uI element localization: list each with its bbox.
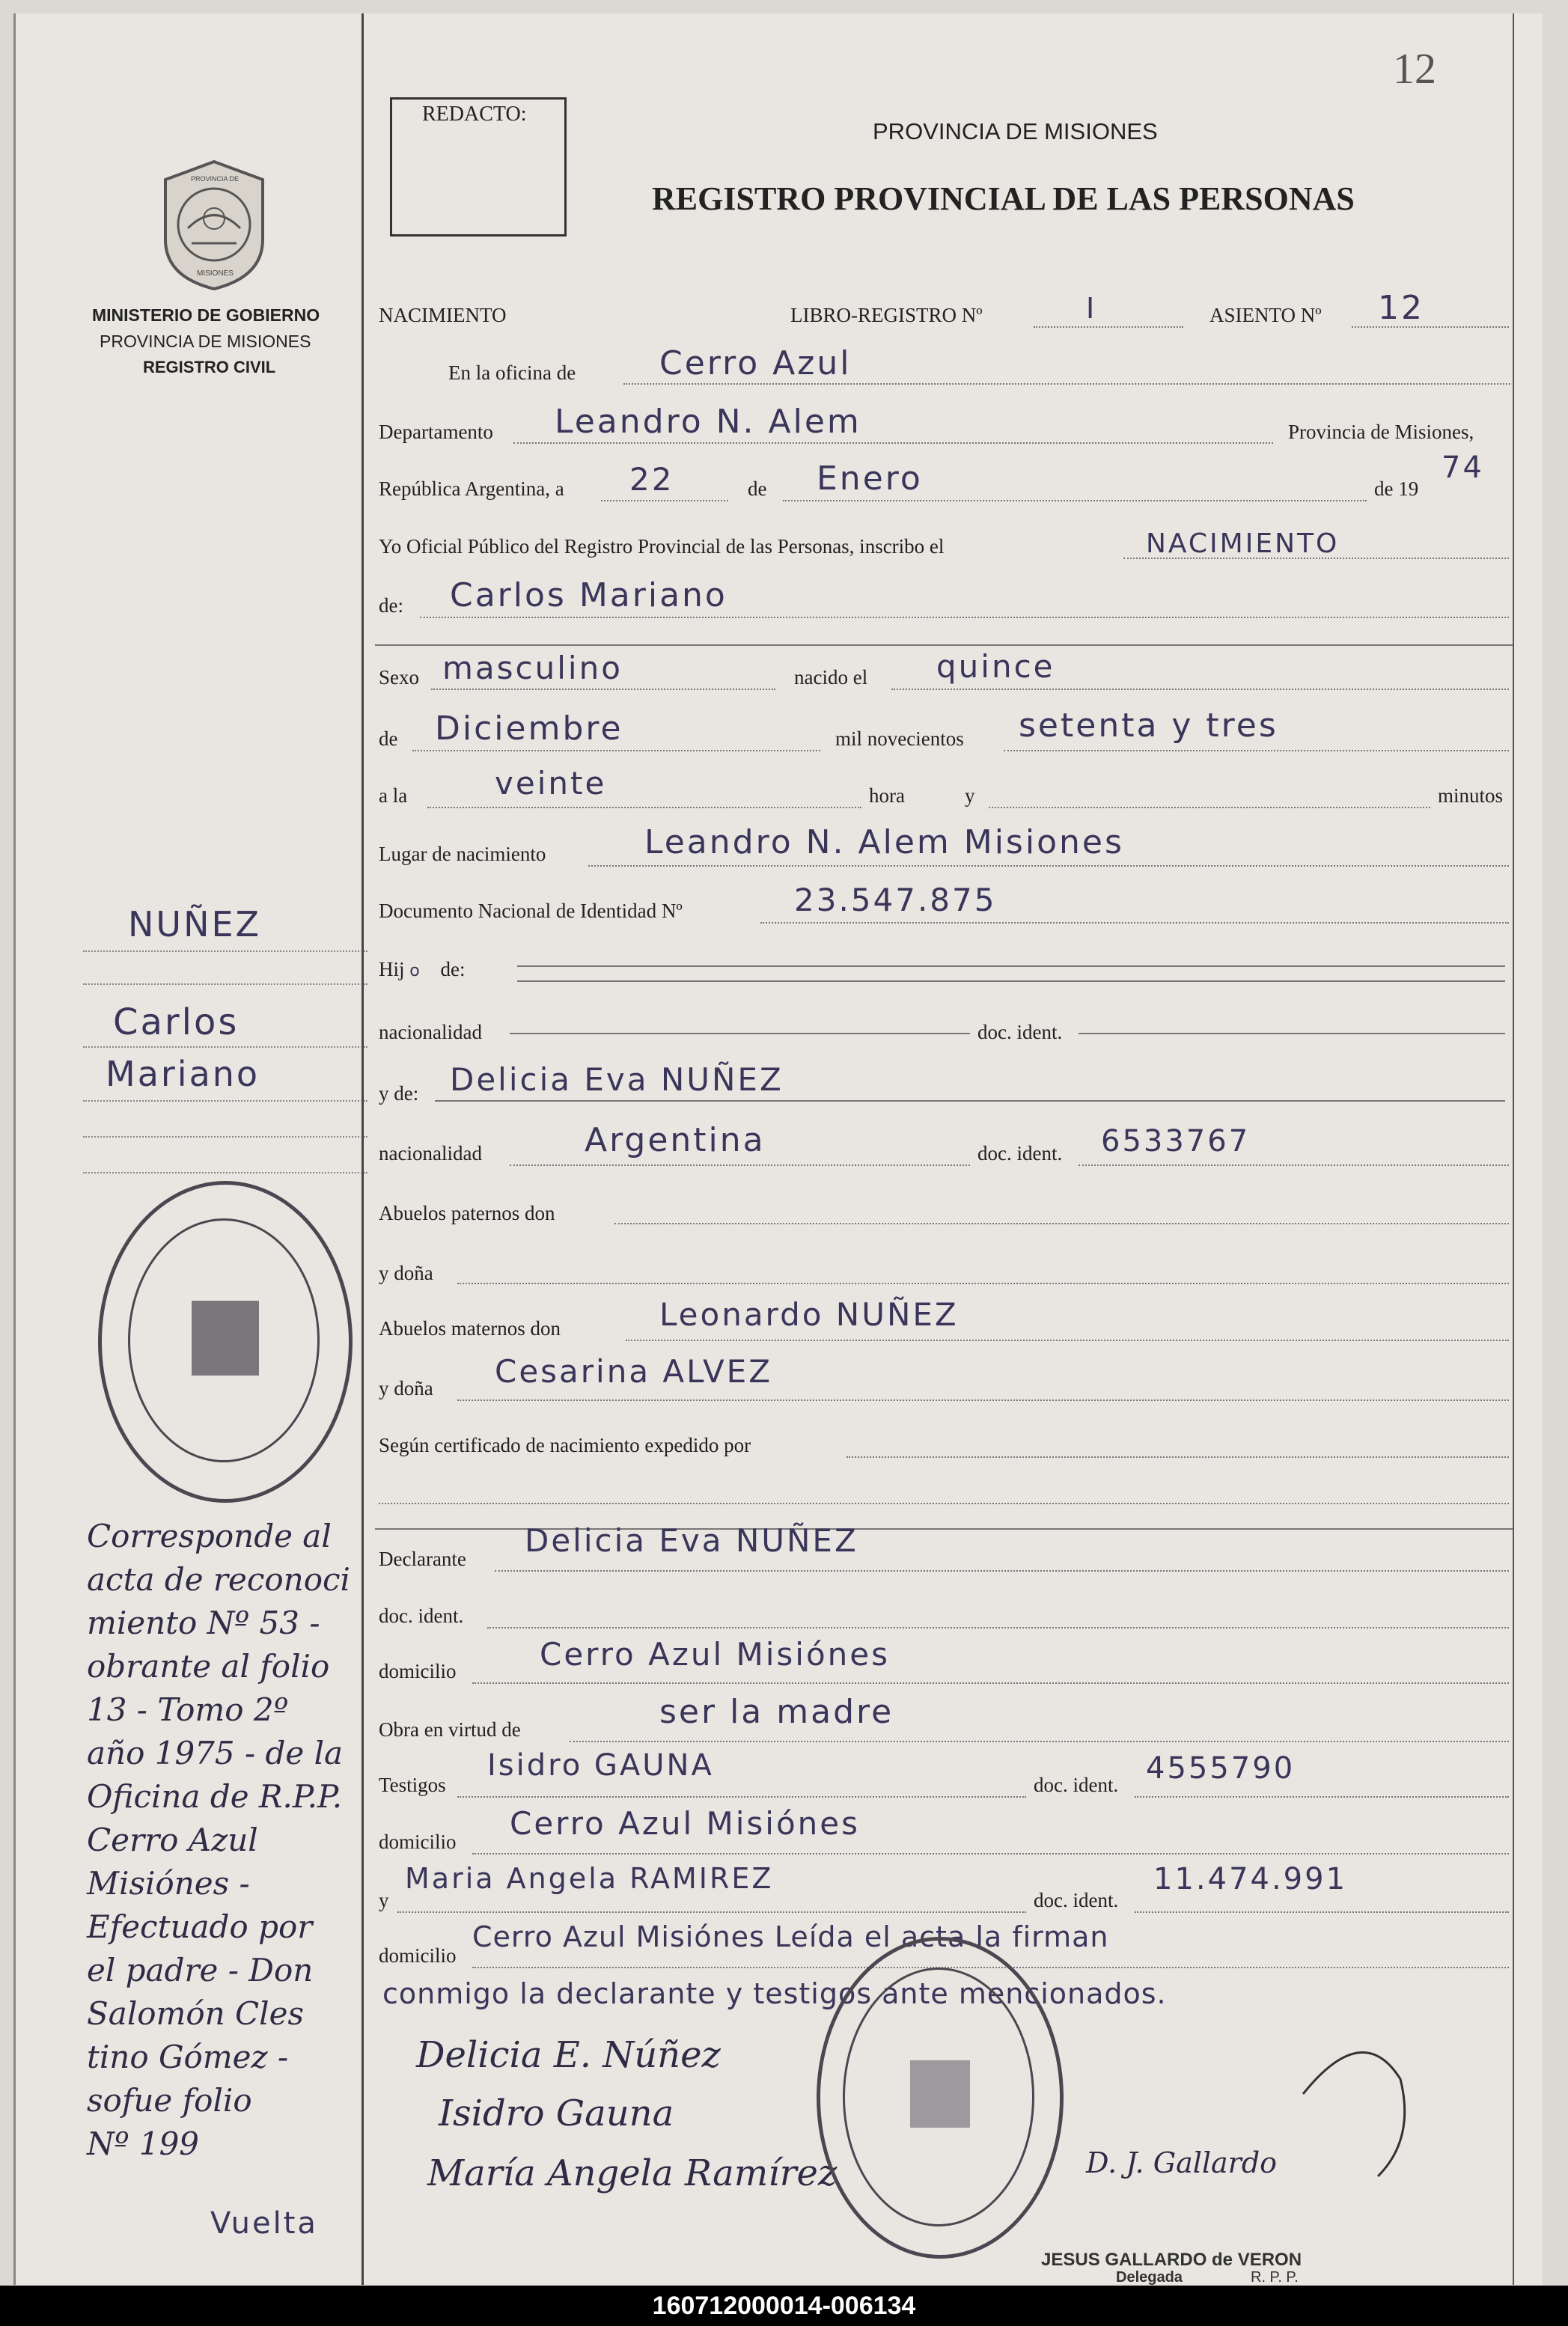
asiento-label: ASIENTO Nº bbox=[1209, 304, 1322, 326]
header-registry: REGISTRO PROVINCIAL DE LAS PERSONAS bbox=[652, 180, 1355, 217]
testigos-label: Testigos bbox=[379, 1774, 446, 1796]
docident3-label: doc. ident. bbox=[379, 1605, 464, 1627]
hora-value: veinte bbox=[495, 765, 607, 802]
docident3-line bbox=[487, 1627, 1509, 1628]
footer-id-bar bbox=[0, 2286, 1568, 2326]
docident2-value: 6533767 bbox=[1101, 1124, 1251, 1159]
madre-line bbox=[435, 1100, 1505, 1102]
testigo2-doc-line bbox=[1135, 1911, 1509, 1913]
margin-line-3 bbox=[83, 1046, 367, 1048]
declarante-label: Declarante bbox=[379, 1548, 466, 1570]
margin-note bbox=[87, 1518, 371, 2169]
docident4-label: doc. ident. bbox=[1034, 1774, 1119, 1796]
margin-note-line: año 1975 - de la bbox=[87, 1735, 344, 1771]
margin-given2: Mariano bbox=[106, 1054, 260, 1094]
signature-testigo1: Isidro Gauna bbox=[439, 2093, 674, 2134]
seal-text-top: PROVINCIA DE bbox=[191, 175, 240, 183]
domicilio1-label: domicilio bbox=[379, 1660, 457, 1682]
margin-note-line: 13 - Tomo 2º bbox=[87, 1691, 289, 1728]
nac1-label: nacionalidad bbox=[379, 1021, 482, 1043]
nac2-line bbox=[510, 1164, 970, 1166]
domicilio2-label: domicilio bbox=[379, 1831, 457, 1853]
margin-round-stamp bbox=[98, 1181, 353, 1503]
nacimiento-label: NACIMIENTO bbox=[379, 304, 507, 326]
margin-note-line: Cerro Azul bbox=[87, 1822, 258, 1858]
testigo2-value: Maria Angela RAMIREZ bbox=[405, 1862, 774, 1895]
page-number: 12 bbox=[1393, 44, 1436, 93]
abuelos-mat-line bbox=[626, 1340, 1509, 1341]
dni-value: 23.547.875 bbox=[794, 882, 997, 918]
oficina-line bbox=[623, 383, 1510, 385]
testigo1-doc: 4555790 bbox=[1146, 1751, 1296, 1786]
stamp-emblem-icon bbox=[180, 1289, 270, 1387]
padre-line-1 bbox=[517, 965, 1505, 967]
testigo2-line bbox=[397, 1911, 1026, 1913]
docident1-line bbox=[1079, 1033, 1505, 1034]
testigo2-doc: 11.474.991 bbox=[1153, 1862, 1348, 1896]
domicilio3-label: domicilio bbox=[379, 1944, 457, 1967]
mes-nac-line bbox=[412, 750, 820, 751]
sexo-line bbox=[431, 689, 775, 690]
margin-note-line: tino Gómez - bbox=[87, 2039, 289, 2075]
mes-line bbox=[783, 500, 1367, 501]
stamp-emblem-icon bbox=[903, 2053, 977, 2135]
hijo-label bbox=[379, 958, 465, 981]
dni-line bbox=[760, 922, 1509, 924]
anio-nac-value: setenta y tres bbox=[1019, 706, 1278, 745]
obra-line bbox=[570, 1741, 1509, 1742]
testigo1-line bbox=[457, 1796, 1026, 1798]
nombre-value: Carlos Mariano bbox=[450, 576, 727, 614]
hora-line bbox=[427, 807, 861, 808]
yde-label: y de: bbox=[379, 1082, 419, 1105]
margin-given1: Carlos bbox=[113, 1001, 240, 1043]
ydona1-line bbox=[457, 1283, 1509, 1284]
nac1-line bbox=[510, 1033, 970, 1034]
padre-line-2 bbox=[517, 980, 1505, 982]
hijo-suffix: o bbox=[409, 962, 422, 980]
margin-note-line: miento Nº 53 - bbox=[87, 1605, 320, 1641]
margin-note-line: Oficina de R.P.P. bbox=[87, 1778, 343, 1815]
declarante-value: Delicia Eva NUÑEZ bbox=[525, 1522, 858, 1559]
signature-flourish-icon bbox=[1288, 2034, 1423, 2199]
domicilio2-value: Cerro Azul Misiónes bbox=[510, 1805, 860, 1842]
domicilio1-line bbox=[472, 1682, 1509, 1684]
domicilio3-value: Cerro Azul Misiónes Leída el acta la firman bbox=[472, 1920, 1109, 1953]
docident2-label: doc. ident. bbox=[977, 1142, 1063, 1164]
dia-nac-line bbox=[891, 689, 1509, 690]
mil-label: mil novecientos bbox=[835, 727, 964, 750]
margin-line-5 bbox=[83, 1136, 367, 1138]
margin-line-1 bbox=[83, 950, 367, 952]
margin-line-4 bbox=[83, 1100, 367, 1102]
dni-label: Documento Nacional de Identidad Nº bbox=[379, 900, 683, 922]
minutos-label: minutos bbox=[1438, 784, 1504, 807]
oficina-label: En la oficina de bbox=[448, 361, 576, 384]
docident1-label: doc. ident. bbox=[977, 1021, 1063, 1043]
redacto-box bbox=[390, 97, 567, 236]
nombre-line bbox=[420, 617, 1509, 618]
ministry-civil: REGISTRO CIVIL bbox=[143, 358, 276, 376]
header-province: PROVINCIA DE MISIONES bbox=[873, 118, 1158, 144]
nac2-value: Argentina bbox=[585, 1121, 766, 1159]
margin-note-line: Salomón Cles bbox=[87, 1995, 305, 2032]
abuelo-mat-value: Leonardo NUÑEZ bbox=[659, 1296, 959, 1333]
seal-text-bottom: MISIONES bbox=[197, 269, 234, 278]
stamp-title: Delegada bbox=[1116, 2269, 1183, 2286]
nacido-label: nacido el bbox=[794, 666, 868, 689]
libro-line bbox=[1034, 326, 1183, 328]
ydona2-line bbox=[457, 1399, 1509, 1401]
margin-vuelta: Vuelta bbox=[210, 2206, 318, 2241]
obra-label: Obra en virtud de bbox=[379, 1718, 521, 1741]
margin-note-line: sofue folio bbox=[87, 2082, 252, 2119]
mes-nac-value: Diciembre bbox=[435, 709, 623, 748]
stamp-name: JESUS GALLARDO de VERON bbox=[1041, 2250, 1302, 2270]
domicilio2-line bbox=[472, 1853, 1509, 1855]
de-label: de bbox=[748, 477, 767, 500]
segun-label: Según certificado de nacimiento expedido por bbox=[379, 1434, 751, 1456]
margin-note-line: Nº 199 bbox=[87, 2125, 200, 2162]
oficina-value: Cerro Azul bbox=[659, 344, 852, 382]
docident5-label: doc. ident. bbox=[1034, 1889, 1119, 1911]
closing-line: conmigo la declarante y testigos ante mencionados. bbox=[382, 1977, 1167, 2010]
ydona2-label: y doña bbox=[379, 1377, 433, 1399]
libro-value: I bbox=[1086, 292, 1097, 325]
oficial-label: Yo Oficial Público del Registro Provincial de las Personas, inscribo el bbox=[379, 535, 945, 558]
dia-nac-value: quince bbox=[936, 648, 1055, 685]
abuelos-pat-line bbox=[614, 1223, 1509, 1224]
signature-declarante: Delicia E. Núñez bbox=[416, 2034, 721, 2076]
footer-id: 160712000014-006134 bbox=[652, 2292, 916, 2320]
stamp-suffix: R. P. P. bbox=[1251, 2269, 1299, 2286]
margin-line-2 bbox=[83, 983, 367, 985]
margin-note-line: obrante al folio bbox=[87, 1648, 330, 1685]
ministry-label: MINISTERIO DE GOBIERNO bbox=[92, 305, 320, 325]
departamento-line bbox=[513, 442, 1273, 444]
ydona1-label: y doña bbox=[379, 1262, 433, 1284]
provincia-label: Provincia de Misiones, bbox=[1288, 421, 1474, 443]
departamento-value: Leandro N. Alem bbox=[555, 403, 861, 441]
document-page bbox=[13, 13, 1543, 2285]
right-border bbox=[1513, 13, 1514, 2285]
testigo1-value: Isidro GAUNA bbox=[487, 1748, 714, 1783]
hora-label: hora bbox=[869, 784, 905, 807]
official-oval-stamp bbox=[817, 1937, 1064, 2259]
de-colon-label: de: bbox=[379, 594, 403, 617]
province-seal bbox=[158, 157, 270, 292]
margin-note-line: Misiónes - bbox=[87, 1865, 250, 1902]
ala-label: a la bbox=[379, 784, 408, 807]
sexo-label: Sexo bbox=[379, 666, 419, 689]
madre-value: Delicia Eva NUÑEZ bbox=[450, 1061, 784, 1098]
margin-note-line: Efectuado por bbox=[87, 1908, 313, 1945]
lugar-line bbox=[588, 865, 1509, 867]
abuelos-mat-label: Abuelos maternos don bbox=[379, 1317, 561, 1340]
dia-line bbox=[601, 500, 728, 501]
abuelos-pat-label: Abuelos paternos don bbox=[379, 1202, 555, 1224]
dia-value: 22 bbox=[629, 461, 674, 498]
margin-note-line: el padre - Don bbox=[87, 1952, 314, 1988]
hijo-de: de: bbox=[440, 958, 466, 980]
section-divider-1 bbox=[375, 644, 1513, 646]
declarante-line bbox=[495, 1570, 1509, 1572]
departamento-label: Departamento bbox=[379, 421, 493, 443]
lugar-value: Leandro N. Alem Misiones bbox=[644, 823, 1124, 861]
asiento-line bbox=[1352, 326, 1509, 328]
oficial-value: NACIMIENTO bbox=[1146, 528, 1340, 559]
segun-line-1 bbox=[846, 1456, 1509, 1458]
margin-surname: NUÑEZ bbox=[128, 904, 262, 944]
libro-label: LIBRO-REGISTRO Nº bbox=[790, 304, 983, 326]
anio-nac-line bbox=[1004, 750, 1509, 751]
redacto-label: REDACTO: bbox=[422, 103, 527, 126]
anio-value: 74 bbox=[1442, 451, 1484, 485]
de2-label: de bbox=[379, 727, 398, 750]
abuela-mat-value: Cesarina ALVEZ bbox=[495, 1353, 772, 1390]
minutos-line bbox=[989, 807, 1430, 808]
asiento-value: 12 bbox=[1378, 289, 1424, 327]
signature-testigo2: María Angela Ramírez bbox=[427, 2152, 838, 2194]
margin-note-line: Corresponde al bbox=[87, 1518, 332, 1554]
hijo-prefix: Hij bbox=[379, 958, 405, 980]
de19-label: de 19 bbox=[1374, 477, 1419, 500]
ministry-province: PROVINCIA DE MISIONES bbox=[100, 332, 311, 351]
signature-official: D. J. Gallardo bbox=[1086, 2146, 1278, 2179]
mes-value: Enero bbox=[817, 460, 923, 498]
sexo-value: masculino bbox=[442, 650, 623, 686]
margin-line-6 bbox=[83, 1172, 367, 1173]
republica-label: República Argentina, a bbox=[379, 477, 564, 500]
segun-line-2 bbox=[379, 1503, 1509, 1504]
testigo1-doc-line bbox=[1135, 1796, 1509, 1798]
y-label: y bbox=[965, 784, 975, 807]
domicilio1-value: Cerro Azul Misiónes bbox=[540, 1636, 890, 1673]
nac2-label: nacionalidad bbox=[379, 1142, 482, 1164]
obra-value: ser la madre bbox=[659, 1693, 894, 1731]
margin-note-line: acta de reconoci bbox=[87, 1561, 350, 1598]
y2-label: y bbox=[379, 1889, 389, 1911]
docident2-line bbox=[1079, 1164, 1509, 1166]
lugar-label: Lugar de nacimiento bbox=[379, 843, 546, 865]
